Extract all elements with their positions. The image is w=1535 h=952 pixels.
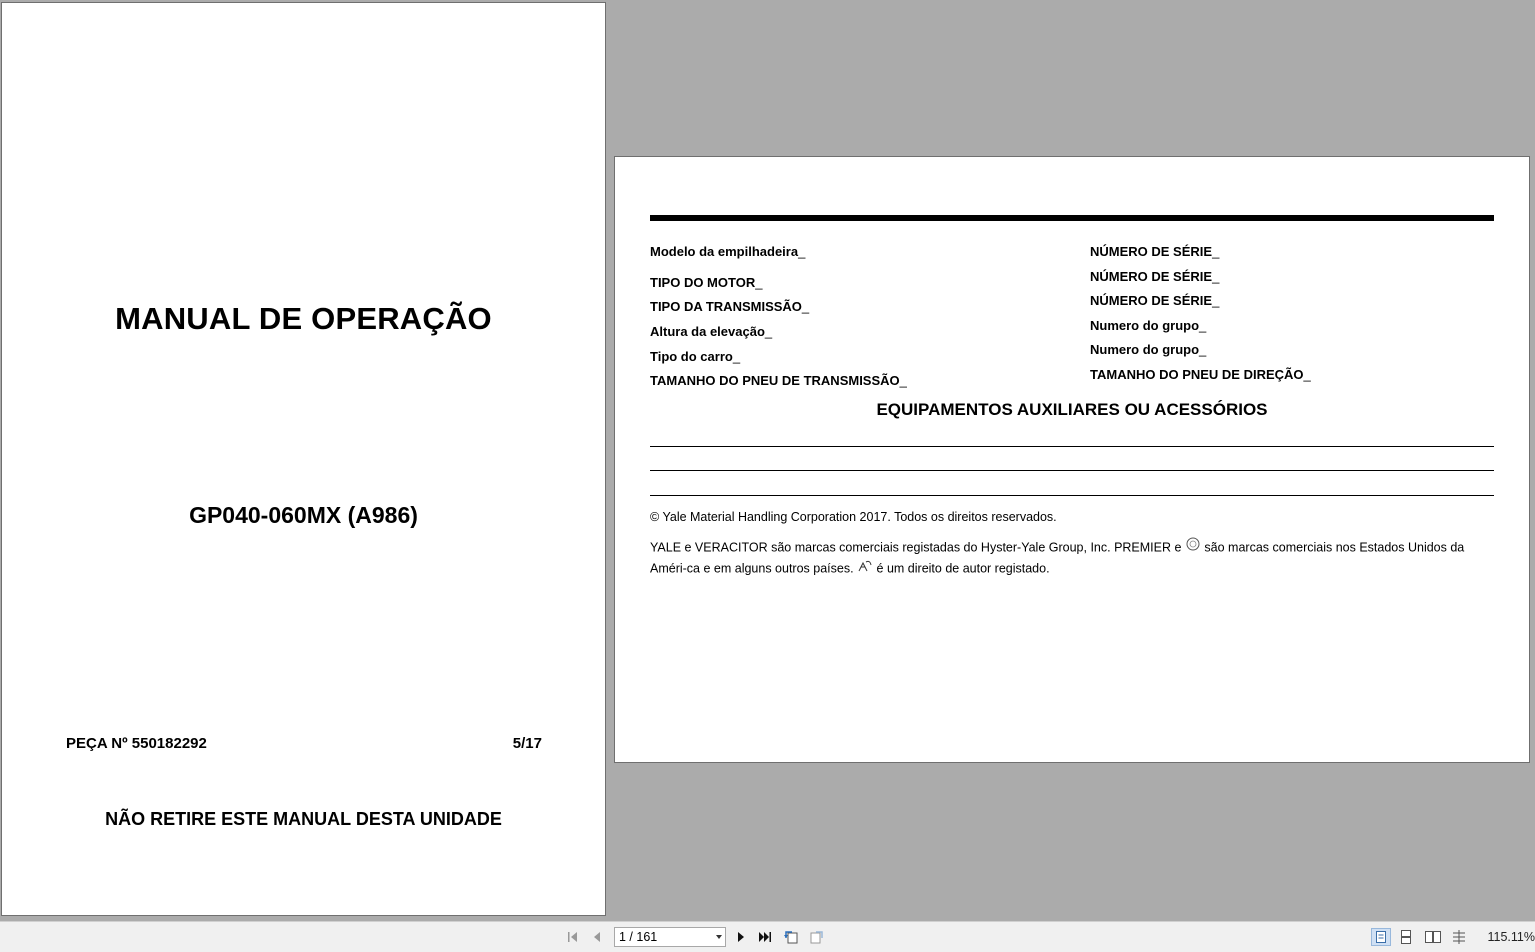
page-indicator: 1 / 161 xyxy=(619,930,658,944)
publication-date: 5/17 xyxy=(512,735,542,752)
trademark-notice xyxy=(650,537,1494,579)
trademark-text: é um direito de autor registado. xyxy=(876,561,1050,576)
copyright-mark-icon xyxy=(857,559,873,579)
page-number-input[interactable] xyxy=(614,927,726,947)
cover-page xyxy=(1,2,606,916)
field-lift-height: Altura da elevação _ xyxy=(650,324,772,339)
info-page xyxy=(614,156,1530,763)
field-drive-tire-size: TAMANHO DO PNEU DE TRANSMISSÃO _ xyxy=(650,373,907,388)
cover-title: MANUAL DE OPERAÇÃO xyxy=(115,301,492,336)
field-carriage-type: Tipo do carro _ xyxy=(650,349,740,364)
field-truck-model: Modelo da empilhadeira _ xyxy=(650,244,805,259)
prev-page-icon[interactable] xyxy=(587,927,607,947)
field-group-number: Numero do grupo _ xyxy=(1090,342,1206,357)
premier-logo-icon xyxy=(1185,537,1201,559)
accessories-title: EQUIPAMENTOS AUXILIARES OU ACESSÓRIOS xyxy=(876,400,1268,419)
copyright-notice: © Yale Material Handling Corporation 2017. Todos os direitos reservados. xyxy=(650,510,1057,524)
accessories-line xyxy=(650,495,1494,496)
last-page-icon[interactable] xyxy=(755,927,775,947)
part-number: PEÇA Nº 550182292 xyxy=(66,735,207,752)
field-serial-number: NÚMERO DE SÉRIE _ xyxy=(1090,244,1219,259)
cover-warning: NÃO RETIRE ESTE MANUAL DESTA UNIDADE xyxy=(105,809,502,829)
go-back-icon[interactable] xyxy=(781,927,801,947)
next-page-icon[interactable] xyxy=(731,927,751,947)
cover-model: GP040-060MX (A986) xyxy=(189,502,418,528)
field-steer-tire-size: TAMANHO DO PNEU DE DIREÇÃO _ xyxy=(1090,367,1311,382)
continuous-view-icon[interactable] xyxy=(1396,928,1416,946)
continuous-facing-view-icon[interactable] xyxy=(1449,928,1469,946)
field-engine-type: TIPO DO MOTOR _ xyxy=(650,275,762,290)
chevron-down-icon[interactable] xyxy=(716,935,722,939)
field-group-number: Numero do grupo _ xyxy=(1090,318,1206,333)
field-transmission-type: TIPO DA TRANSMISSÃO _ xyxy=(650,299,809,314)
viewer-toolbar xyxy=(0,921,1535,952)
single-page-view-icon[interactable] xyxy=(1371,928,1391,946)
field-serial-number: NÚMERO DE SÉRIE _ xyxy=(1090,269,1219,284)
field-serial-number: NÚMERO DE SÉRIE _ xyxy=(1090,293,1219,308)
accessories-line xyxy=(650,446,1494,447)
first-page-icon[interactable] xyxy=(563,927,583,947)
trademark-text: são marcas comerciais nos Estados Unidos da Améri-ca e em alguns outros países. xyxy=(650,540,1465,576)
go-forward-icon[interactable] xyxy=(807,927,827,947)
trademark-text: YALE e VERACITOR são marcas comerciais registadas do Hyster-Yale Group, Inc. PREMIER e xyxy=(650,540,1182,555)
zoom-level[interactable]: 115.11% xyxy=(1487,930,1535,944)
accessories-line xyxy=(650,470,1494,471)
facing-view-icon[interactable] xyxy=(1423,928,1443,946)
header-rule xyxy=(650,215,1494,221)
